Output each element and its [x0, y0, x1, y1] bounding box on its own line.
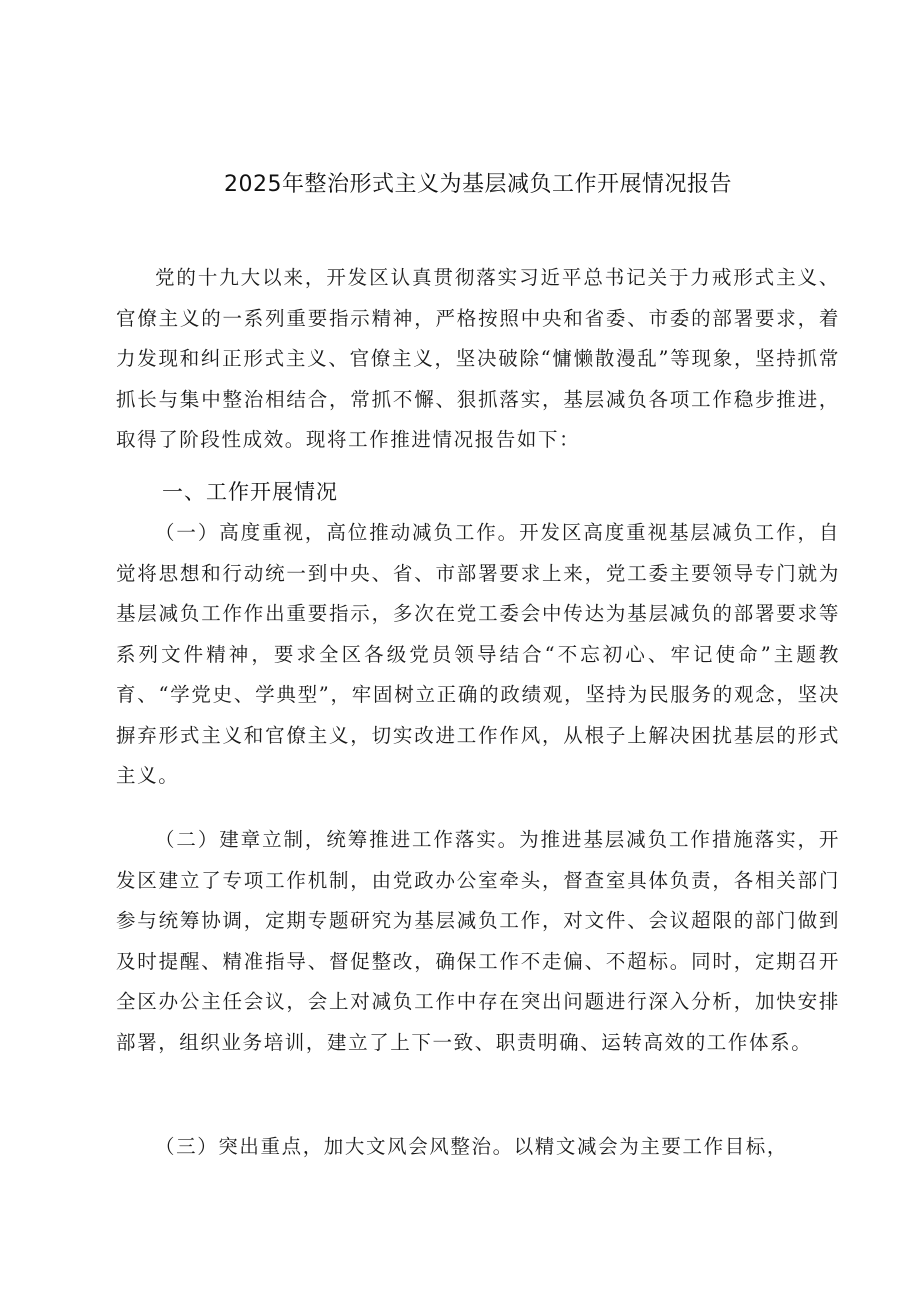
- body-paragraph-2: （二）建章立制，统筹推进工作落实。为推进基层减负工作措施落实，开发区建立了专项工作机制，由党政办公室牵头，督查室具体负责，各相关部门参与统筹协调，定期专题研究为基层减负工作，对文件、会议超限的部门做到及时提醒、精准指导、督促整改，确保工作不走偏、不超标。同时，定期召开全区办公主任会议，会上对减负工作中存在突出问题进行深入分析，加快安排部署，组织业务培训，建立了上下一致、职责明确、运转高效的工作体系。: [116, 828, 840, 1054]
- document-title: 2025年整治形式主义为基层减负工作开展情况报告: [224, 172, 732, 197]
- body-paragraph-3: （三）突出重点，加大文风会风整治。以精文减会为主要工作目标，: [155, 1135, 789, 1158]
- intro-paragraph: 党的十九大以来，开发区认真贯彻落实习近平总书记关于力戒形式主义、官僚主义的一系列重要指示精神，严格按照中央和省委、市委的部署要求，着力发现和纠正形式主义、官僚主义，坚决破除“慵懒散漫乱”等现象，坚持抓常抓长与集中整治相结合，常抓不懈、狠抓落实，基层减负各项工作稳步推进，取得了阶段性成效。现将工作推进情况报告如下：: [116, 266, 840, 451]
- body-paragraph-1: （一）高度重视，高位推动减负工作。开发区高度重视基层减负工作，自觉将思想和行动统一到中央、省、市部署要求上来，党工委主要领导专门就为基层减负工作作出重要指示，多次在党工委会中传达为基层减负的部署要求等系列文件精神，要求全区各级党员领导结合“不忘初心、牢记使命”主题教育、“学党史、学典型”，牢固树立正确的政绩观，坚持为民服务的观念，坚决摒弃形式主义和官僚主义，切实改进工作作风，从根子上解决困扰基层的形式主义。: [116, 521, 840, 787]
- section-heading: 一、工作开展情况: [162, 480, 338, 504]
